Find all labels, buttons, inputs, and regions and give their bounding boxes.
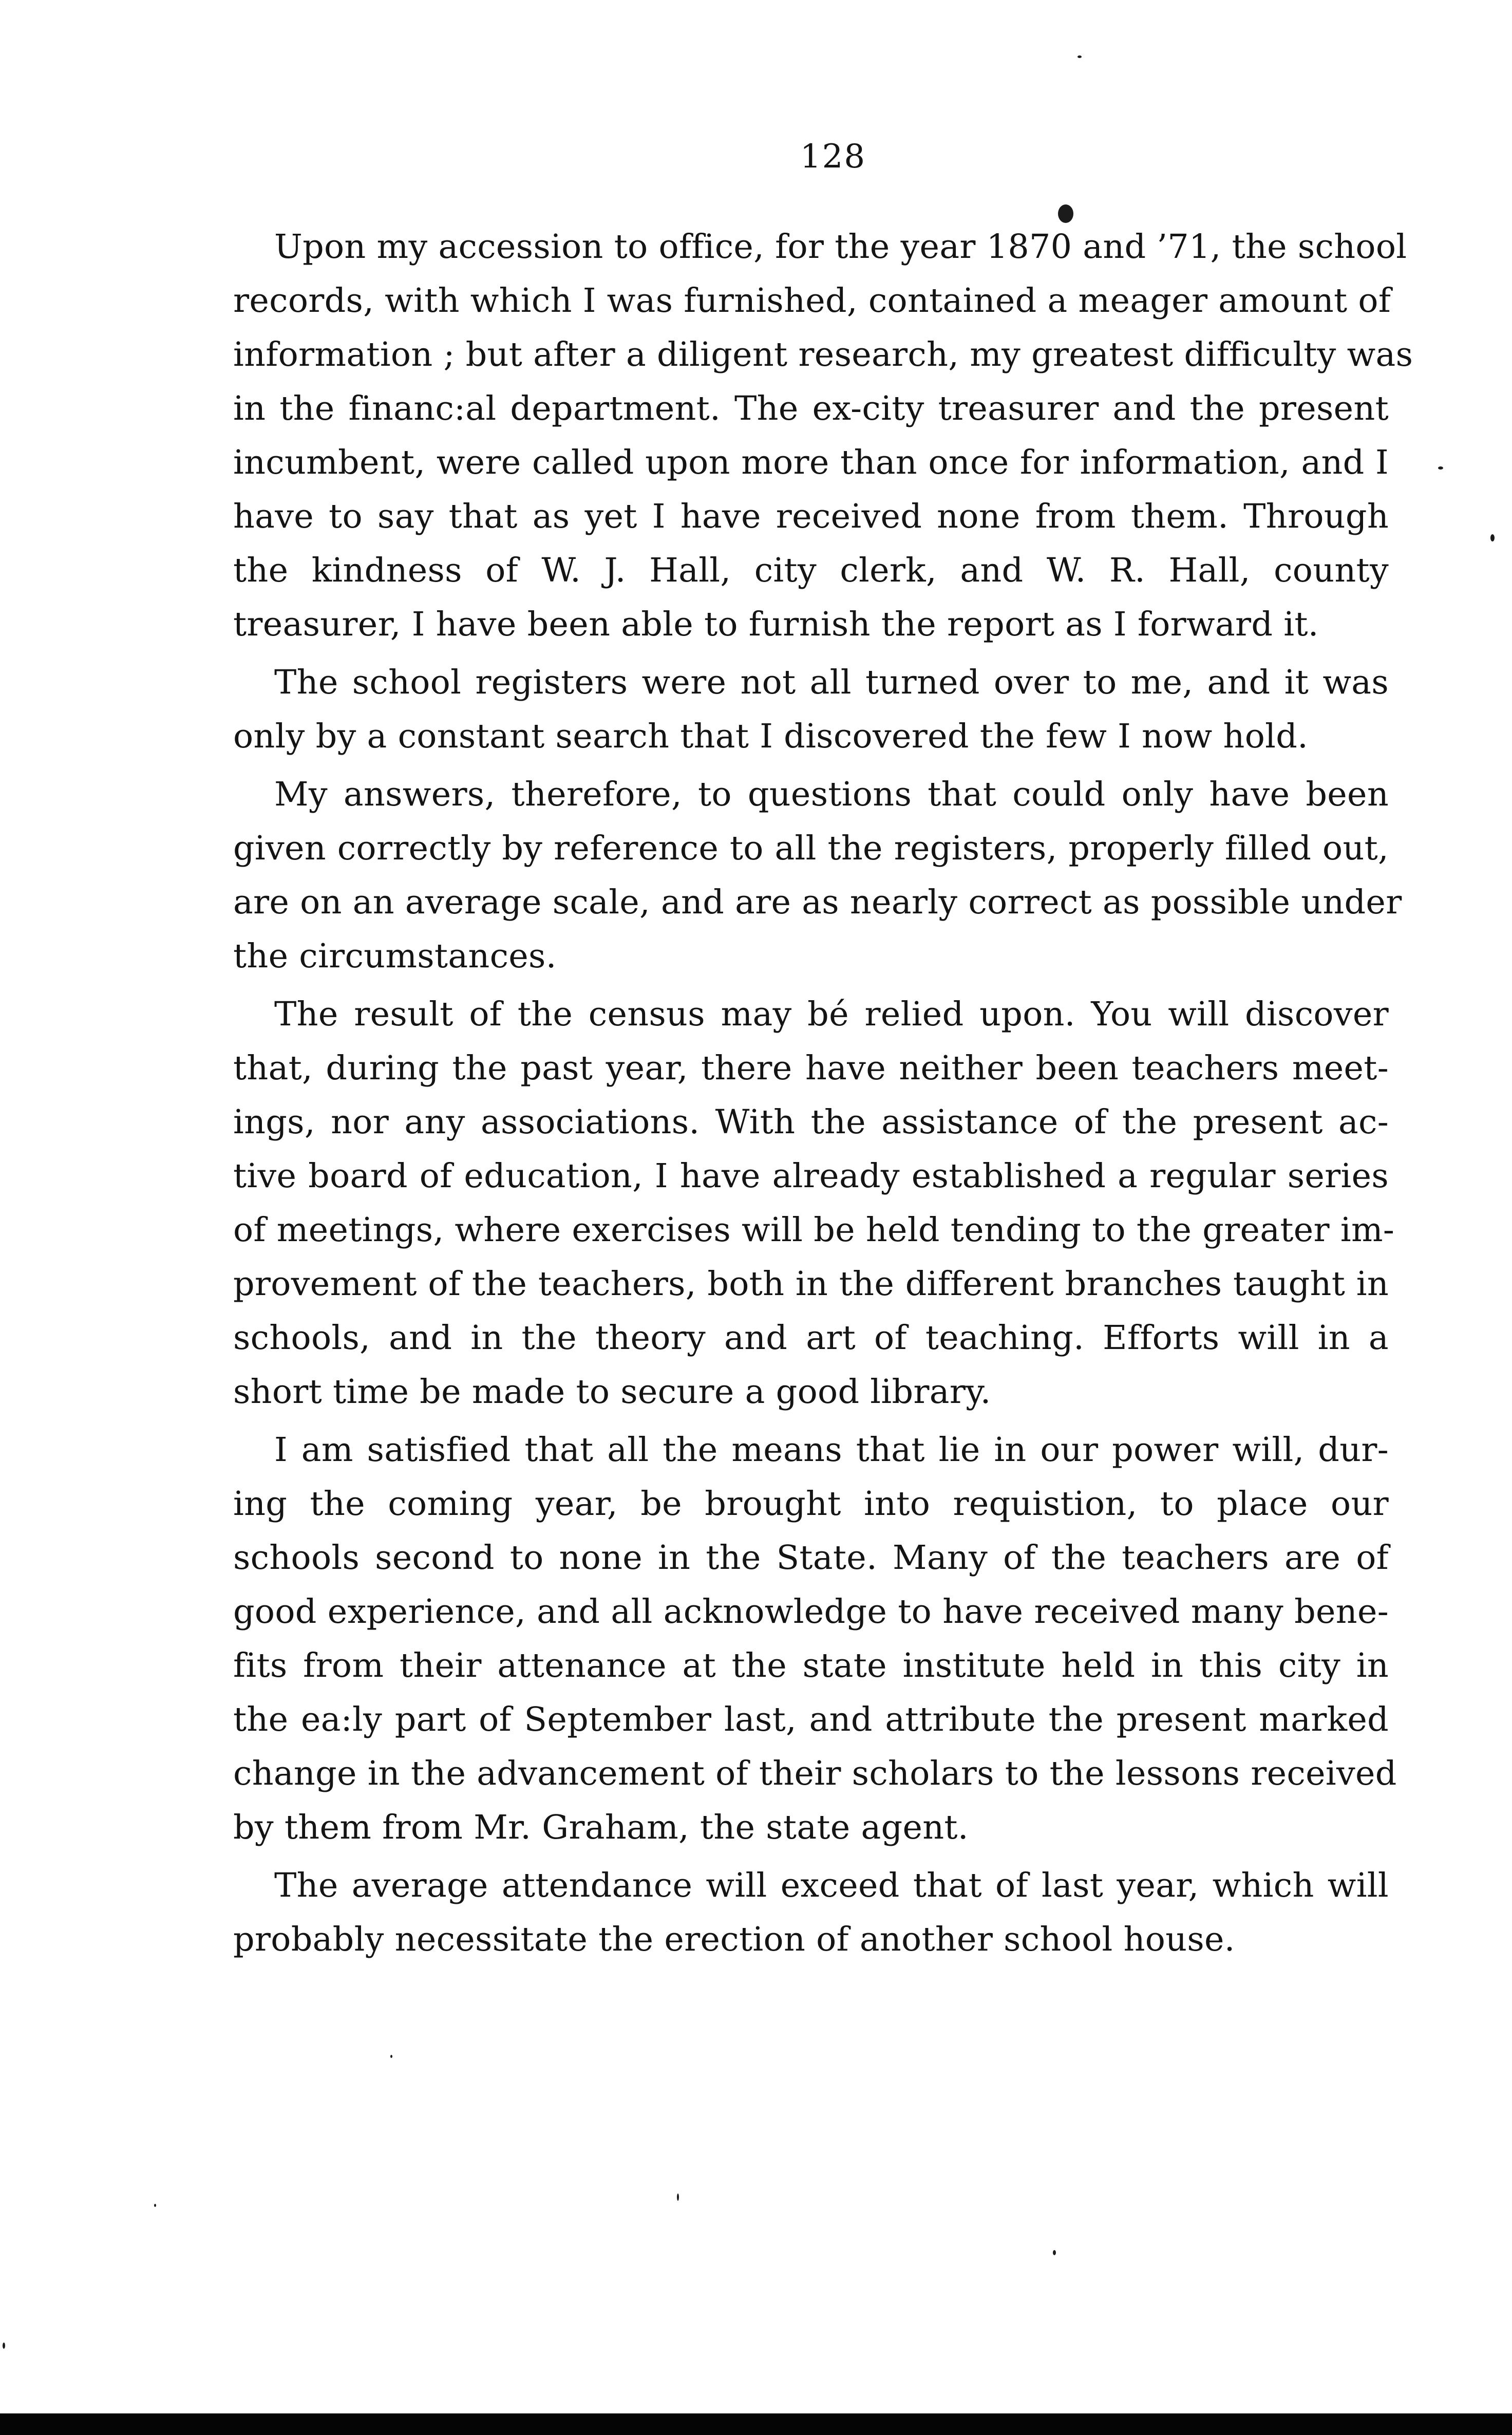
text-line: My answers, therefore, to questions that could only have been <box>274 775 1389 814</box>
text-line: in the financ:al department. The ex-city treasurer and the present <box>233 389 1389 428</box>
text-line: treasurer, I have been able to furnish the report as I forward it. <box>233 605 1319 644</box>
text-line: short time be made to secure a good library. <box>233 1373 991 1411</box>
speck <box>1078 55 1082 58</box>
text-line: ings, nor any associations. With the assistance of the present ac- <box>233 1103 1389 1141</box>
paragraph <box>233 1855 1389 1966</box>
text-line: records, with which I was furnished, contained a meager amount of <box>233 282 1391 320</box>
text-line: good experience, and all acknowledge to have received many bene- <box>233 1593 1389 1631</box>
speck <box>1438 466 1443 470</box>
text-line: by them from Mr. Graham, the state agent. <box>233 1808 969 1847</box>
text-line: have to say that as yet I have received none from them. Through <box>233 497 1389 536</box>
text-line: The result of the census may bé relied upon. You will discover <box>274 995 1389 1034</box>
text-line: tive board of education, I have already established a regular series <box>233 1157 1389 1195</box>
text-line: change in the advancement of their scholars to the lessons received <box>233 1754 1397 1793</box>
text-line: are on an average scale, and are as nearly correct as possible under <box>233 883 1402 922</box>
speck <box>1490 534 1495 541</box>
text-line: that, during the past year, there have neither been teachers meet- <box>233 1049 1389 1088</box>
text-line: schools second to none in the State. Many of the teachers are of <box>233 1539 1389 1577</box>
document-body <box>233 216 1413 1966</box>
paragraph <box>233 216 1413 651</box>
speck <box>677 2194 679 2201</box>
text-line: incumbent, were called upon more than once for information, and I <box>233 443 1389 482</box>
speck <box>390 2055 392 2058</box>
text-line: the ea:ly part of September last, and attribute the present marked <box>233 1700 1389 1739</box>
text-line: given correctly by reference to all the registers, properly filled out, <box>233 829 1389 868</box>
speck <box>154 2204 156 2207</box>
text-line: the circumstances. <box>233 937 557 976</box>
paragraph <box>233 651 1389 763</box>
text-line: ing the coming year, be brought into requistion, to place our <box>233 1485 1389 1523</box>
text-line: fits from their attenance at the state institute held in this city in <box>233 1646 1389 1685</box>
text-line: of meetings, where exercises will be held tending to the greater im- <box>233 1211 1395 1249</box>
text-line: schools, and in the theory and art of teaching. Efforts will in a <box>233 1319 1389 1357</box>
text-line: only by a constant search that I discovered the few I now hold. <box>233 717 1309 756</box>
paragraph <box>233 763 1402 983</box>
text-line: The average attendance will exceed that of last year, which will <box>274 1866 1389 1905</box>
text-line: probably necessitate the erection of another school house. <box>233 1920 1235 1959</box>
paragraph <box>233 983 1395 1419</box>
scan-edge-bar <box>0 2413 1512 2435</box>
text-line: information ; but after a diligent research, my greatest difficulty was <box>233 335 1413 374</box>
text-line: I am satisfied that all the means that lie in our power will, dur- <box>274 1431 1389 1469</box>
speck <box>3 2343 5 2349</box>
text-line: the kindness of W. J. Hall, city clerk, and W. R. Hall, county <box>233 551 1389 590</box>
speck <box>1053 2250 1056 2255</box>
text-line: Upon my accession to office, for the year 1870 and ’71, the school <box>274 228 1407 266</box>
text-line: provement of the teachers, both in the different branches taught in <box>233 1265 1389 1303</box>
page-number: 128 <box>800 138 866 176</box>
text-line: The school registers were not all turned over to me, and it was <box>274 663 1389 702</box>
paragraph <box>233 1419 1397 1855</box>
